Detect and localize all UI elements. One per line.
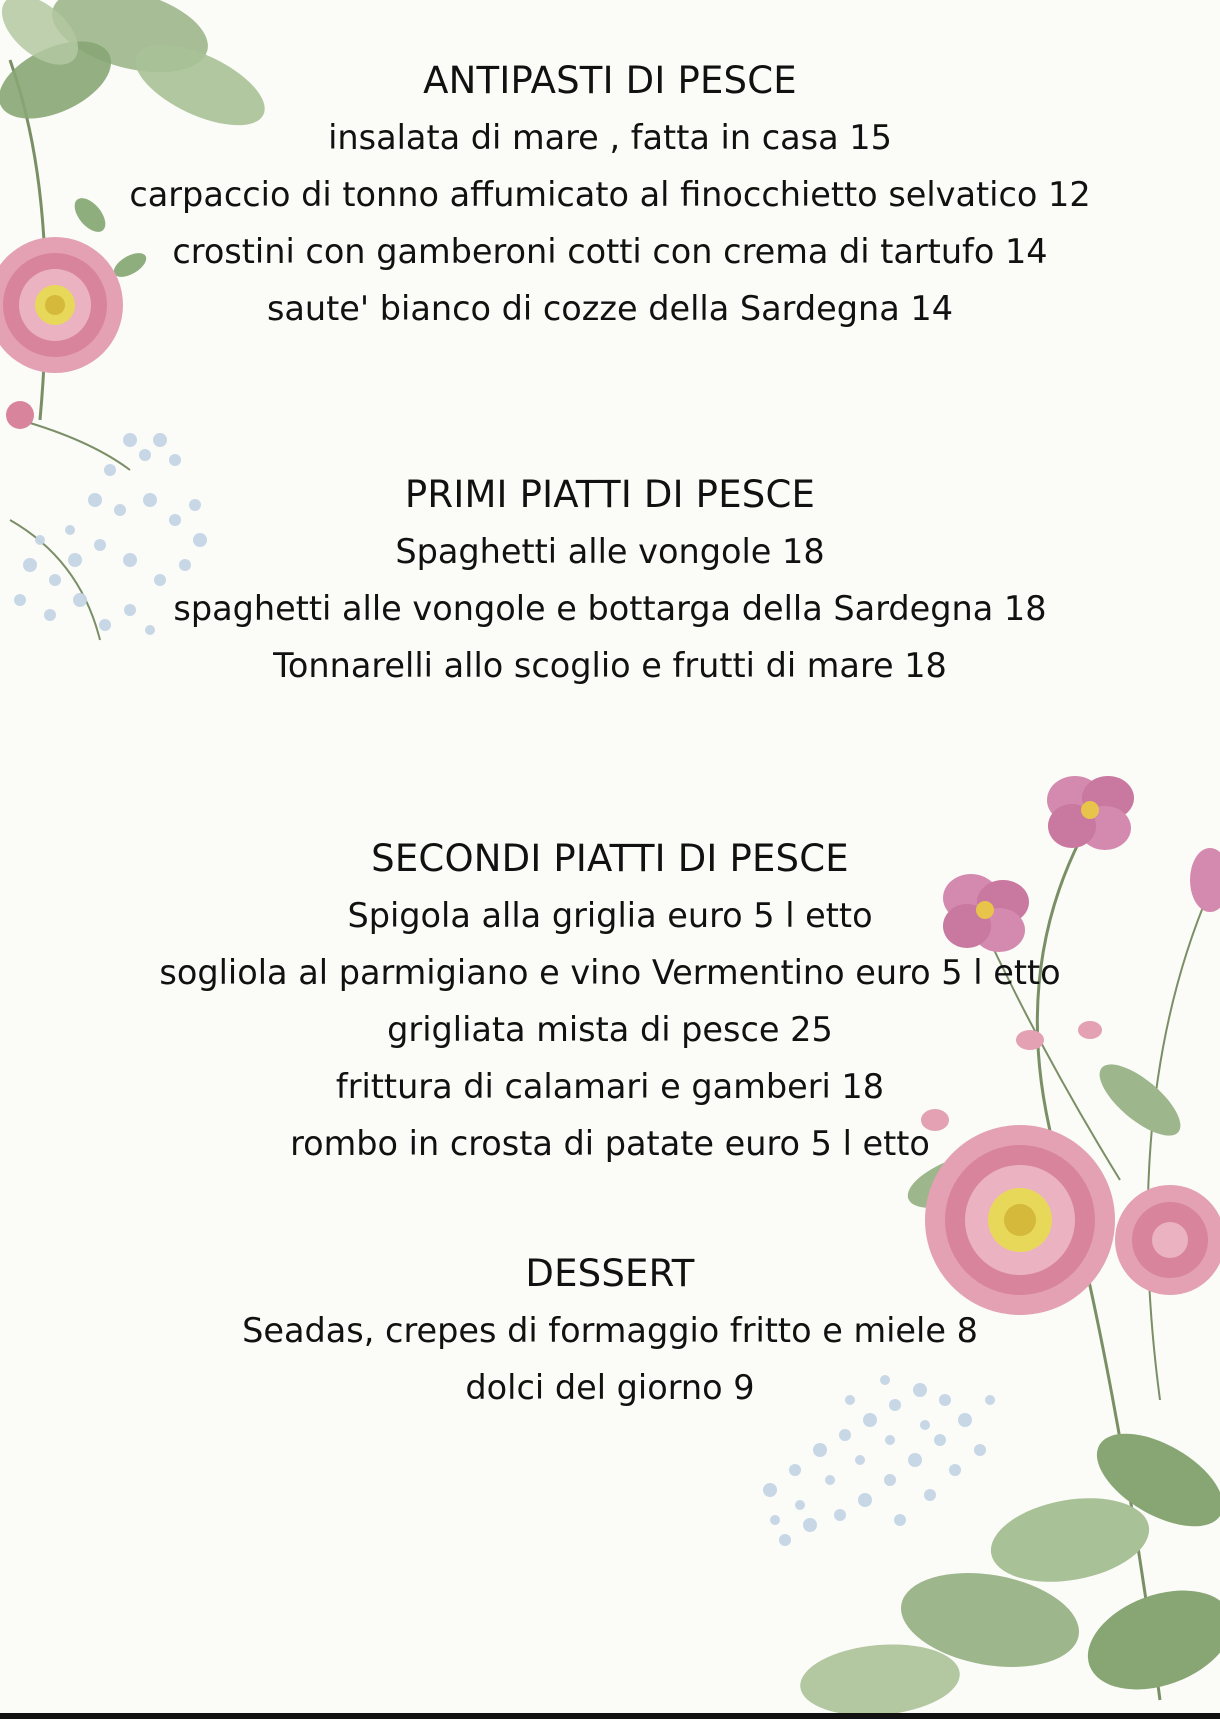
bottom-border bbox=[0, 1713, 1220, 1719]
menu-item: Seadas, crepes di formaggio fritto e miele 8 bbox=[242, 1311, 978, 1350]
item-list-primi bbox=[0, 523, 1220, 694]
section-title-antipasti: ANTIPASTI DI PESCE bbox=[423, 59, 797, 102]
menu-item: frittura di calamari e gamberi 18 bbox=[335, 1067, 885, 1106]
menu-item: carpaccio di tonno affumicato al finocchietto selvatico 12 bbox=[129, 175, 1091, 214]
menu-item: crostini con gamberoni cotti con crema di tartufo 14 bbox=[172, 232, 1048, 271]
menu-item: saute' bianco di cozze della Sardegna 14 bbox=[266, 289, 954, 328]
section-title-dessert: DESSERT bbox=[525, 1252, 695, 1295]
section-primi bbox=[0, 466, 1220, 694]
menu-item: spaghetti alle vongole e bottarga della Sardegna 18 bbox=[173, 589, 1047, 628]
item-list-dessert bbox=[0, 1302, 1220, 1416]
menu-item: insalata di mare , fatta in casa 15 bbox=[328, 118, 892, 157]
menu-item: Spaghetti alle vongole 18 bbox=[395, 532, 825, 571]
section-title-primi: PRIMI PIATTI DI PESCE bbox=[404, 473, 816, 516]
menu-item: Tonnarelli allo scoglio e frutti di mare 18 bbox=[273, 646, 947, 685]
menu-item: Spigola alla griglia euro 5 l etto bbox=[347, 896, 873, 935]
menu-item: rombo in crosta di patate euro 5 l etto bbox=[290, 1124, 930, 1163]
item-list-secondi bbox=[0, 887, 1220, 1172]
menu-item: sogliola al parmigiano e vino Vermentino euro 5 l etto bbox=[159, 953, 1061, 992]
section-antipasti bbox=[0, 52, 1220, 337]
menu-item: dolci del giorno 9 bbox=[465, 1368, 755, 1407]
item-list-antipasti bbox=[0, 109, 1220, 337]
section-secondi bbox=[0, 830, 1220, 1172]
menu-item: grigliata mista di pesce 25 bbox=[387, 1010, 833, 1049]
section-dessert bbox=[0, 1245, 1220, 1416]
section-title-secondi: SECONDI PIATTI DI PESCE bbox=[371, 837, 849, 880]
